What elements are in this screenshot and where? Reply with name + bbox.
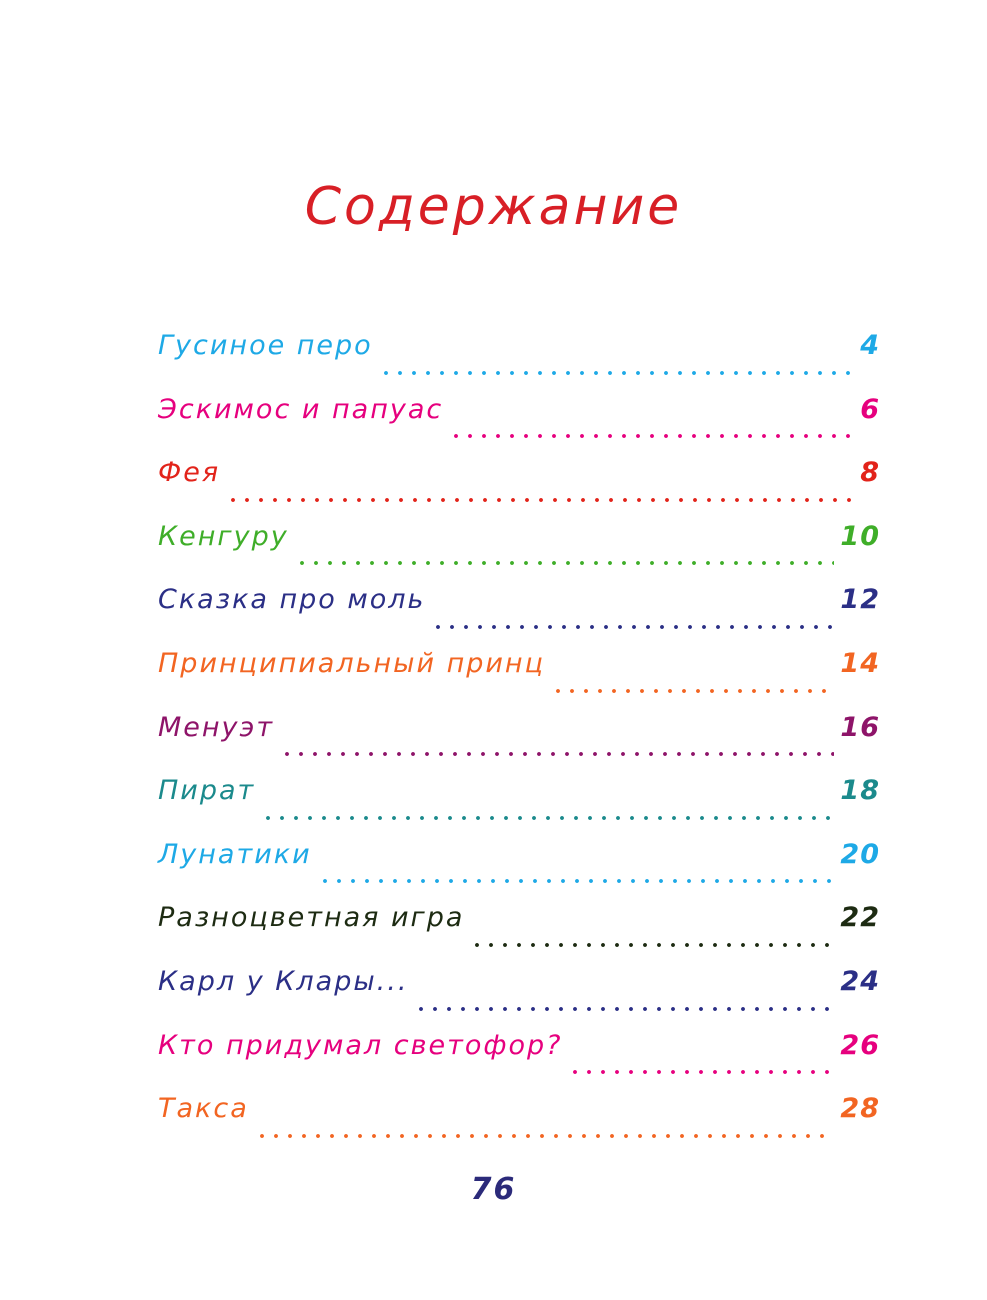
toc-entry-title: Эскимос и папуас xyxy=(158,393,444,425)
toc-dot-leader xyxy=(261,816,834,820)
toc-entry-title: Карл у Клары... xyxy=(158,965,409,997)
toc-entry-page: 28 xyxy=(840,1093,880,1125)
toc-entry-title: Пират xyxy=(158,775,256,807)
toc-entry xyxy=(158,839,880,903)
toc-entry-title: Разноцветная игра xyxy=(158,902,465,934)
toc-dot-leader xyxy=(568,1070,834,1074)
toc-entry-page: 8 xyxy=(860,457,880,489)
page-number: 76 xyxy=(470,1172,517,1207)
toc-entry-page: 16 xyxy=(840,711,880,743)
toc-entry-page: 24 xyxy=(840,965,880,997)
toc-entry-page: 20 xyxy=(840,838,880,870)
toc-entry-page: 4 xyxy=(860,330,880,361)
toc-dot-leader xyxy=(379,371,855,375)
toc-entry xyxy=(158,1093,880,1157)
toc-dot-leader xyxy=(470,943,834,947)
toc-entry-title: Фея xyxy=(158,457,221,489)
toc-entry-page: 10 xyxy=(840,520,880,552)
toc-entry-page: 6 xyxy=(860,393,880,425)
toc-dot-leader xyxy=(226,498,854,502)
toc-entry xyxy=(158,712,880,776)
toc-dot-leader xyxy=(431,625,834,629)
toc-dot-leader xyxy=(551,689,834,693)
toc-entry-title: Кто придумал светофор? xyxy=(158,1029,563,1061)
toc-entry xyxy=(158,1030,880,1094)
toc-entry xyxy=(158,457,880,521)
toc-entry-page: 12 xyxy=(840,584,880,616)
toc-entry-page: 14 xyxy=(840,647,880,679)
toc-entry-title: Кенгуру xyxy=(158,520,289,552)
toc-entry-page: 26 xyxy=(840,1029,880,1061)
toc-entry-title: Гусиное перо xyxy=(158,330,373,361)
toc-entry-page: 18 xyxy=(840,775,880,807)
toc-entry xyxy=(158,966,880,1030)
toc-entry-title: Менуэт xyxy=(158,711,275,743)
toc-entry-title: Сказка про моль xyxy=(158,584,426,616)
toc-dot-leader xyxy=(414,1007,834,1011)
table-of-contents xyxy=(158,330,880,1157)
toc-entry-title: Принципиальный принц xyxy=(158,647,545,679)
toc-entry-title: Лунатики xyxy=(158,838,312,870)
toc-entry xyxy=(158,521,880,585)
toc-entry xyxy=(158,394,880,458)
toc-entry xyxy=(158,775,880,839)
toc-entry-page: 22 xyxy=(840,902,880,934)
toc-dot-leader xyxy=(280,752,834,756)
toc-entry-title: Такса xyxy=(158,1093,249,1125)
toc-dot-leader xyxy=(449,434,854,438)
toc-dot-leader xyxy=(295,561,835,565)
page-title: Содержание xyxy=(304,177,683,237)
toc-entry xyxy=(158,648,880,712)
toc-entry xyxy=(158,330,880,394)
toc-entry xyxy=(158,902,880,966)
toc-entry xyxy=(158,584,880,648)
toc-dot-leader xyxy=(318,879,835,883)
toc-dot-leader xyxy=(255,1134,835,1138)
